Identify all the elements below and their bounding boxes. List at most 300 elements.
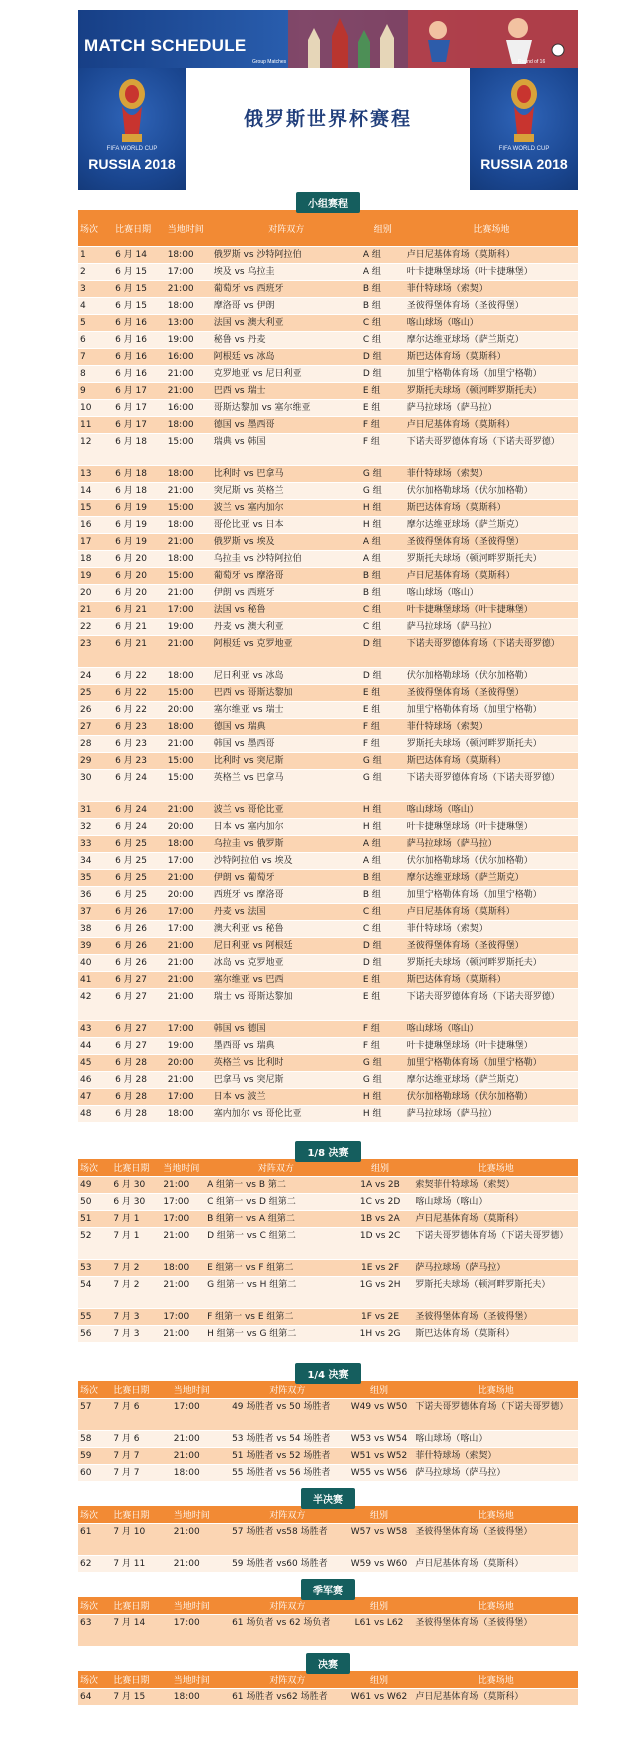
local-time: 21:00: [166, 534, 212, 551]
match-number: 42: [78, 989, 113, 1021]
player-illustration-icon: [408, 10, 578, 68]
match-date: 6 月 23: [113, 736, 166, 753]
group: F 组: [361, 719, 405, 736]
match-date: 6 月 21: [113, 619, 166, 636]
venue: 卢日尼基体育场（莫斯科）: [413, 1689, 578, 1706]
matchup: D 组第一 vs C 组第二: [205, 1228, 347, 1260]
local-time: 18:00: [166, 417, 212, 434]
local-time: 17:00: [161, 1211, 205, 1228]
local-time: 15:00: [166, 568, 212, 585]
match-date: 6 月 16: [113, 349, 166, 366]
local-time: 18:00: [166, 466, 212, 483]
match-number: 32: [78, 819, 113, 836]
match-number: 38: [78, 921, 113, 938]
match-date: 6 月 30: [111, 1177, 161, 1194]
local-time: 21:00: [166, 636, 212, 668]
brand-title: MATCH SCHEDULE: [84, 36, 247, 55]
section-gap: [78, 1123, 578, 1139]
match-date: 6 月 30: [111, 1194, 161, 1211]
local-time: 21:00: [166, 483, 212, 500]
local-time: 17:00: [166, 1021, 212, 1038]
schedule-banner: [78, 10, 578, 190]
match-date: 6 月 15: [113, 298, 166, 315]
group: B 组: [361, 281, 405, 298]
match-date: 6 月 25: [113, 836, 166, 853]
schedule-table: [78, 210, 578, 1123]
venue: 圣彼得堡体育场（圣彼得堡）: [413, 1309, 578, 1326]
match-date: 7 月 2: [111, 1277, 161, 1309]
table-row: [78, 1615, 578, 1647]
matchup: 埃及 vs 乌拉圭: [212, 264, 361, 281]
match-date: 6 月 19: [113, 534, 166, 551]
local-time: 18:00: [166, 298, 212, 315]
column-header: 比赛日期: [111, 1597, 171, 1615]
match-number: 40: [78, 955, 113, 972]
match-date: 6 月 21: [113, 636, 166, 668]
match-number: 7: [78, 349, 113, 366]
table-row: [78, 1072, 578, 1089]
venue: 斯巴达体育场（莫斯科）: [405, 753, 578, 770]
matchup: G 组第一 vs H 组第二: [205, 1277, 347, 1309]
group: A 组: [361, 551, 405, 568]
table-row: [78, 938, 578, 955]
matchup: 巴拿马 vs 突尼斯: [212, 1072, 361, 1089]
match-number: 54: [78, 1277, 111, 1309]
group: W57 vs W58: [345, 1524, 414, 1556]
match-number: 13: [78, 466, 113, 483]
column-header: 场次: [78, 1597, 111, 1615]
match-date: 6 月 28: [113, 1106, 166, 1123]
section-header: [78, 1651, 578, 1671]
match-date: 6 月 23: [113, 753, 166, 770]
match-number: 24: [78, 668, 113, 685]
match-number: 1: [78, 247, 113, 264]
matchup: 俄罗斯 vs 埃及: [212, 534, 361, 551]
matchup: 阿根廷 vs 克罗地亚: [212, 636, 361, 668]
group: H 组: [361, 1106, 405, 1123]
column-header: 对阵双方: [212, 210, 361, 247]
local-time: 21:00: [166, 281, 212, 298]
table-row: [78, 1326, 578, 1343]
group: G 组: [361, 1055, 405, 1072]
venue: 伏尔加格勒球场（伏尔加格勒）: [405, 1089, 578, 1106]
local-time: 18:00: [166, 247, 212, 264]
local-time: 17:00: [166, 264, 212, 281]
match-date: 6 月 22: [113, 685, 166, 702]
table-row: [78, 619, 578, 636]
local-time: 21:00: [166, 383, 212, 400]
table-row: [78, 568, 578, 585]
venue: 摩尔达维亚球场（萨兰斯克）: [405, 332, 578, 349]
group: B 组: [361, 870, 405, 887]
matchup: 法国 vs 澳大利亚: [212, 315, 361, 332]
match-number: 59: [78, 1448, 111, 1465]
table-row: [78, 366, 578, 383]
match-number: 29: [78, 753, 113, 770]
matchup: E 组第一 vs F 组第二: [205, 1260, 347, 1277]
local-time: 15:00: [166, 753, 212, 770]
match-date: 7 月 3: [111, 1309, 161, 1326]
matchup: 乌拉圭 vs 俄罗斯: [212, 836, 361, 853]
local-time: 19:00: [166, 1038, 212, 1055]
match-date: 6 月 25: [113, 853, 166, 870]
section-header: [78, 190, 578, 210]
table-row: [78, 1211, 578, 1228]
match-date: 6 月 24: [113, 770, 166, 802]
venue: 菲什特球场（索契）: [405, 466, 578, 483]
matchup: 53 场胜者 vs 54 场胜者: [230, 1431, 345, 1448]
matchup: 49 场胜者 vs 50 场胜者: [230, 1399, 345, 1431]
group: B 组: [361, 887, 405, 904]
local-time: 15:00: [166, 500, 212, 517]
match-date: 7 月 7: [111, 1465, 171, 1482]
match-date: 7 月 3: [111, 1326, 161, 1343]
schedule-table: [78, 1671, 578, 1706]
matchup: 墨西哥 vs 瑞典: [212, 1038, 361, 1055]
match-date: 6 月 28: [113, 1072, 166, 1089]
group: 1F vs 2E: [347, 1309, 414, 1326]
group: H 组: [361, 802, 405, 819]
group: H 组: [361, 500, 405, 517]
match-date: 6 月 18: [113, 483, 166, 500]
title-box: [186, 68, 470, 190]
group: 1H vs 2G: [347, 1326, 414, 1343]
group: A 组: [361, 853, 405, 870]
local-time: 18:00: [172, 1465, 230, 1482]
match-date: 6 月 17: [113, 383, 166, 400]
column-header: 比赛日期: [111, 1506, 171, 1524]
match-number: 4: [78, 298, 113, 315]
table-row: [78, 904, 578, 921]
group: W51 vs W52: [345, 1448, 414, 1465]
table-row: [78, 1106, 578, 1123]
local-time: 18:00: [166, 517, 212, 534]
table-row: [78, 719, 578, 736]
table-row: [78, 349, 578, 366]
column-header: 场次: [78, 1671, 111, 1689]
group: G 组: [361, 753, 405, 770]
match-number: 14: [78, 483, 113, 500]
matchup: 59 场胜者 vs60 场胜者: [230, 1556, 345, 1573]
venue: 圣彼得堡体育场（圣彼得堡）: [413, 1524, 578, 1556]
matchup: 61 场负者 vs 62 场负者: [230, 1615, 345, 1647]
match-number: 48: [78, 1106, 113, 1123]
matchup: 巴西 vs 哥斯达黎加: [212, 685, 361, 702]
wc-label-small: FIFA WORLD CUP: [106, 146, 158, 152]
local-time: 21:00: [172, 1524, 230, 1556]
matchup: 丹麦 vs 澳大利亚: [212, 619, 361, 636]
group: D 组: [361, 636, 405, 668]
match-number: 25: [78, 685, 113, 702]
schedule-table: [78, 1597, 578, 1647]
match-date: 6 月 28: [113, 1089, 166, 1106]
match-date: 6 月 15: [113, 281, 166, 298]
table-row: [78, 500, 578, 517]
wc-label-big: RUSSIA 2018: [480, 156, 568, 172]
match-date: 6 月 20: [113, 551, 166, 568]
table-row: [78, 1089, 578, 1106]
match-date: 6 月 20: [113, 585, 166, 602]
group: W53 vs W54: [345, 1431, 414, 1448]
match-date: 7 月 1: [111, 1228, 161, 1260]
matchup: 英格兰 vs 巴拿马: [212, 770, 361, 802]
column-header: 当地时间: [172, 1381, 230, 1399]
local-time: 15:00: [166, 685, 212, 702]
venue: 菲什特球场（索契）: [405, 719, 578, 736]
venue: 伏尔加格勒球场（伏尔加格勒）: [405, 853, 578, 870]
matchup: C 组第一 vs D 组第二: [205, 1194, 347, 1211]
matchup: 韩国 vs 墨西哥: [212, 736, 361, 753]
local-time: 21:00: [172, 1556, 230, 1573]
section-header: [78, 1361, 578, 1381]
group: D 组: [361, 366, 405, 383]
match-number: 58: [78, 1431, 111, 1448]
table-row: [78, 585, 578, 602]
match-number: 49: [78, 1177, 111, 1194]
section-header: [78, 1486, 578, 1506]
world-cup-logo-right: [470, 68, 578, 190]
group: A 组: [361, 534, 405, 551]
matchup: F 组第一 vs E 组第二: [205, 1309, 347, 1326]
column-header: 比赛场地: [413, 1506, 578, 1524]
local-time: 19:00: [166, 332, 212, 349]
schedule-sections: [78, 190, 578, 1710]
venue: 萨马拉球场（萨马拉）: [405, 400, 578, 417]
match-date: 6 月 22: [113, 668, 166, 685]
local-time: 21:00: [172, 1448, 230, 1465]
venue: 叶卡捷琳堡球场（叶卡捷琳堡）: [405, 602, 578, 619]
venue: 下诺夫哥罗德体育场（下诺夫哥罗德）: [413, 1228, 578, 1260]
local-time: 20:00: [166, 887, 212, 904]
local-time: 19:00: [166, 619, 212, 636]
section-title: 1/4 决赛: [295, 1363, 360, 1384]
table-row: [78, 1055, 578, 1072]
matchup: 55 场胜者 vs 56 场胜者: [230, 1465, 345, 1482]
table-row: [78, 685, 578, 702]
section-header: [78, 1139, 578, 1159]
match-date: 6 月 21: [113, 602, 166, 619]
match-date: 6 月 27: [113, 1021, 166, 1038]
group: E 组: [361, 972, 405, 989]
group: B 组: [361, 585, 405, 602]
matchup: H 组第一 vs G 组第二: [205, 1326, 347, 1343]
venue: 摩尔达维亚球场（萨兰斯克）: [405, 1072, 578, 1089]
table-row: [78, 1448, 578, 1465]
trophy-icon: [504, 76, 544, 144]
venue: 喀山球场（喀山）: [405, 585, 578, 602]
venue: 圣彼得堡体育场（圣彼得堡）: [405, 685, 578, 702]
match-date: 6 月 24: [113, 819, 166, 836]
column-header: 组别: [347, 1159, 414, 1177]
group: B 组: [361, 568, 405, 585]
matchup: 伊朗 vs 西班牙: [212, 585, 361, 602]
table-row: [78, 989, 578, 1021]
match-number: 15: [78, 500, 113, 517]
group: D 组: [361, 938, 405, 955]
table-row: [78, 417, 578, 434]
group: G 组: [361, 466, 405, 483]
local-time: 21:00: [166, 1072, 212, 1089]
column-header: 对阵双方: [230, 1506, 345, 1524]
schedule-table: [78, 1381, 578, 1482]
group: D 组: [361, 955, 405, 972]
table-row: [78, 972, 578, 989]
column-header: 对阵双方: [230, 1671, 345, 1689]
local-time: 15:00: [166, 434, 212, 466]
matchup: 西班牙 vs 摩洛哥: [212, 887, 361, 904]
match-number: 10: [78, 400, 113, 417]
matchup: 伊朗 vs 葡萄牙: [212, 870, 361, 887]
venue: 下诺夫哥罗德体育场（下诺夫哥罗德）: [405, 636, 578, 668]
match-date: 6 月 18: [113, 434, 166, 466]
local-time: 21:00: [166, 585, 212, 602]
local-time: 21:00: [166, 870, 212, 887]
table-row: [78, 247, 578, 264]
table-row: [78, 636, 578, 668]
match-date: 6 月 19: [113, 517, 166, 534]
venue: 卢日尼基体育场（莫斯科）: [405, 568, 578, 585]
match-date: 6 月 27: [113, 989, 166, 1021]
local-time: 21:00: [166, 989, 212, 1021]
match-number: 34: [78, 853, 113, 870]
table-row: [78, 1431, 578, 1448]
matchup: 波兰 vs 哥伦比亚: [212, 802, 361, 819]
matchup: 葡萄牙 vs 西班牙: [212, 281, 361, 298]
match-date: 6 月 20: [113, 568, 166, 585]
table-row: [78, 434, 578, 466]
kremlin-tower-icon: [288, 10, 408, 68]
match-date: 7 月 11: [111, 1556, 171, 1573]
table-row: [78, 1021, 578, 1038]
group: 1C vs 2D: [347, 1194, 414, 1211]
match-date: 6 月 26: [113, 955, 166, 972]
table-row: [78, 1177, 578, 1194]
match-date: 6 月 19: [113, 500, 166, 517]
table-row: [78, 332, 578, 349]
match-number: 8: [78, 366, 113, 383]
matchup: 日本 vs 塞内加尔: [212, 819, 361, 836]
matchup: 突尼斯 vs 英格兰: [212, 483, 361, 500]
venue: 圣彼得堡体育场（圣彼得堡）: [405, 534, 578, 551]
page-title: 俄罗斯世界杯赛程: [243, 108, 412, 130]
group: E 组: [361, 400, 405, 417]
table-row: [78, 1399, 578, 1431]
local-time: 16:00: [166, 349, 212, 366]
venue: 摩尔达维亚球场（萨兰斯克）: [405, 870, 578, 887]
matchup: 德国 vs 瑞典: [212, 719, 361, 736]
match-number: 16: [78, 517, 113, 534]
match-date: 6 月 26: [113, 904, 166, 921]
matchup: 哥斯达黎加 vs 塞尔维亚: [212, 400, 361, 417]
match-number: 44: [78, 1038, 113, 1055]
group: D 组: [361, 349, 405, 366]
match-number: 33: [78, 836, 113, 853]
column-header: 当地时间: [172, 1506, 230, 1524]
match-date: 6 月 22: [113, 702, 166, 719]
venue: 叶卡捷琳堡球场（叶卡捷琳堡）: [405, 264, 578, 281]
group: W59 vs W60: [345, 1556, 414, 1573]
matchup: 波兰 vs 塞内加尔: [212, 500, 361, 517]
venue: 伏尔加格勒球场（伏尔加格勒）: [405, 668, 578, 685]
match-date: 7 月 10: [111, 1524, 171, 1556]
group: 1B vs 2A: [347, 1211, 414, 1228]
local-time: 18:00: [166, 1106, 212, 1123]
group: F 组: [361, 417, 405, 434]
group: H 组: [361, 517, 405, 534]
match-number: 11: [78, 417, 113, 434]
group: C 组: [361, 921, 405, 938]
group: 1G vs 2H: [347, 1277, 414, 1309]
venue: 喀山球场（喀山）: [413, 1431, 578, 1448]
venue: 卢日尼基体育场（莫斯科）: [405, 417, 578, 434]
matchup: 英格兰 vs 比利时: [212, 1055, 361, 1072]
table-row: [78, 736, 578, 753]
local-time: 18:00: [166, 719, 212, 736]
matchup: 沙特阿拉伯 vs 埃及: [212, 853, 361, 870]
group: 1D vs 2C: [347, 1228, 414, 1260]
section-gap: [78, 1343, 578, 1361]
group: F 组: [361, 736, 405, 753]
match-date: 6 月 28: [113, 1055, 166, 1072]
table-row: [78, 1038, 578, 1055]
group: A 组: [361, 264, 405, 281]
matchup: 哥伦比亚 vs 日本: [212, 517, 361, 534]
column-header: 组别: [345, 1597, 414, 1615]
column-header: 场次: [78, 1506, 111, 1524]
table-row: [78, 870, 578, 887]
local-time: 20:00: [166, 819, 212, 836]
table-row: [78, 819, 578, 836]
column-header: 场次: [78, 1381, 111, 1399]
venue: 喀山球场（喀山）: [405, 1021, 578, 1038]
local-time: 18:00: [161, 1260, 205, 1277]
table-row: [78, 668, 578, 685]
matchup: 秘鲁 vs 丹麦: [212, 332, 361, 349]
group: 1A vs 2B: [347, 1177, 414, 1194]
venue: 下诺夫哥罗德体育场（下诺夫哥罗德）: [405, 434, 578, 466]
group: C 组: [361, 332, 405, 349]
section-header: [78, 1577, 578, 1597]
matchup: 57 场胜者 vs58 场胜者: [230, 1524, 345, 1556]
match-number: 52: [78, 1228, 111, 1260]
venue: 加里宁格勒体育场（加里宁格勒）: [405, 887, 578, 904]
column-header: 比赛场地: [413, 1671, 578, 1689]
column-header: 组别: [361, 210, 405, 247]
venue: 圣彼得堡体育场（圣彼得堡）: [413, 1615, 578, 1647]
venue: 伏尔加格勒球场（伏尔加格勒）: [405, 483, 578, 500]
matchup: 瑞士 vs 哥斯达黎加: [212, 989, 361, 1021]
venue: 索契菲什特球场（索契）: [413, 1177, 578, 1194]
group: C 组: [361, 602, 405, 619]
local-time: 18:00: [166, 668, 212, 685]
match-date: 6 月 17: [113, 417, 166, 434]
matchup: 克罗地亚 vs 尼日利亚: [212, 366, 361, 383]
group: G 组: [361, 1072, 405, 1089]
venue: 罗斯托夫球场（顿河畔罗斯托夫）: [405, 551, 578, 568]
local-time: 13:00: [166, 315, 212, 332]
venue: 萨马拉球场（萨马拉）: [413, 1465, 578, 1482]
column-header: 当地时间: [172, 1597, 230, 1615]
schedule-table: [78, 1159, 578, 1343]
group: E 组: [361, 383, 405, 400]
matchup: 日本 vs 波兰: [212, 1089, 361, 1106]
local-time: 21:00: [161, 1177, 205, 1194]
section-title: 季军赛: [301, 1579, 355, 1600]
local-time: 20:00: [166, 1055, 212, 1072]
group: W61 vs W62: [345, 1689, 414, 1706]
table-row: [78, 383, 578, 400]
table-row: [78, 1556, 578, 1573]
